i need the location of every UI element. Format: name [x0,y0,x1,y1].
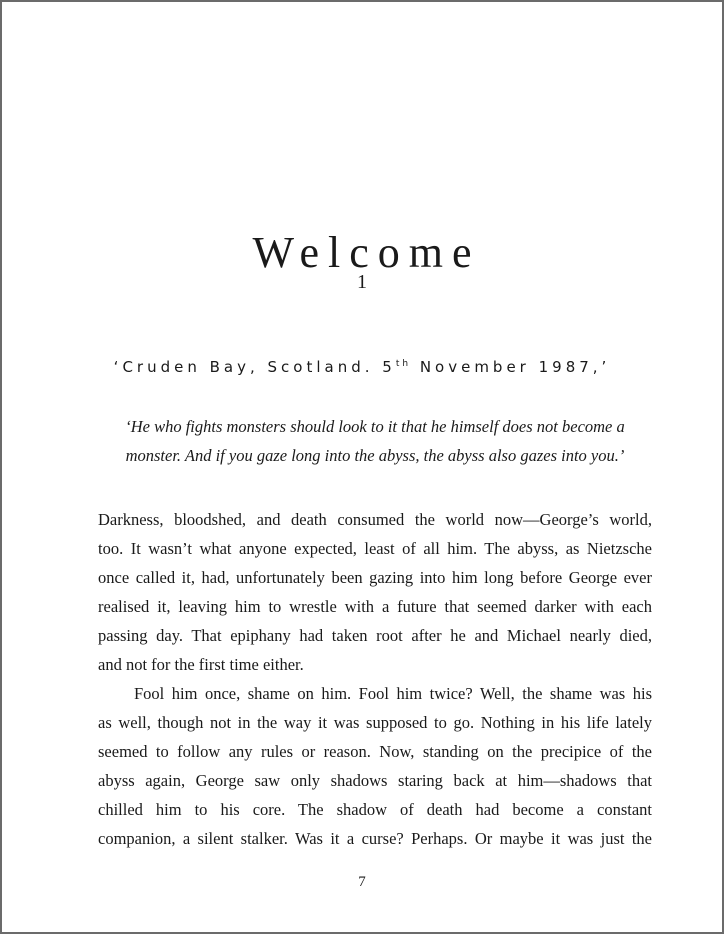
text-line: chilled him to his core. The shadow of death had become a constant [98,800,652,819]
text-line: abyss again, George saw only shadows staring back at him—shadows that [98,771,652,790]
text-line: as well, though not in the way it was supposed to go. Nothing in his life lately [98,713,652,732]
dateline-ordinal-suffix: th [395,359,412,369]
text-line: realised it, leaving him to wrestle with a future that seemed darker with each [98,597,652,616]
dateline-text-end: November 1987,’ [411,358,611,376]
text-line: Darkness, bloodshed, and death consumed the world now—George’s world, [98,510,652,529]
body-text [98,505,652,853]
text-line: companion, a silent stalker. Was it a curse? Perhaps. Or maybe it was just the [98,829,652,848]
page-number: 7 [358,874,366,890]
text-line: seemed to follow any rules or reason. Now, standing on the precipice of the [98,742,652,761]
chapter-number: 1 [357,271,367,293]
text-line: passing day. That epiphany had taken root after he and Michael nearly died, [98,626,652,645]
epigraph [98,412,652,470]
text-line: once called it, had, unfortunately been gazing into him long before George ever [98,568,652,587]
dateline [2,356,722,378]
dateline-text: ‘Cruden Bay, Scotland. 5 [113,358,396,376]
text-line: too. It wasn’t what anyone expected, least of all him. The abyss, as Nietzsche [98,539,652,558]
paragraph [98,679,652,853]
epigraph-line: monster. And if you gaze long into the abyss, the abyss also gazes into you.’ [125,446,625,465]
chapter-title: Welcome [252,228,481,278]
paragraph [98,505,652,679]
text-line: Fool him once, shame on him. Fool him twice? Well, the shame was his [134,684,652,703]
text-line: and not for the first time either. [98,655,304,674]
epigraph-line: ‘He who fights monsters should look to it that he himself does not become a [125,417,625,436]
